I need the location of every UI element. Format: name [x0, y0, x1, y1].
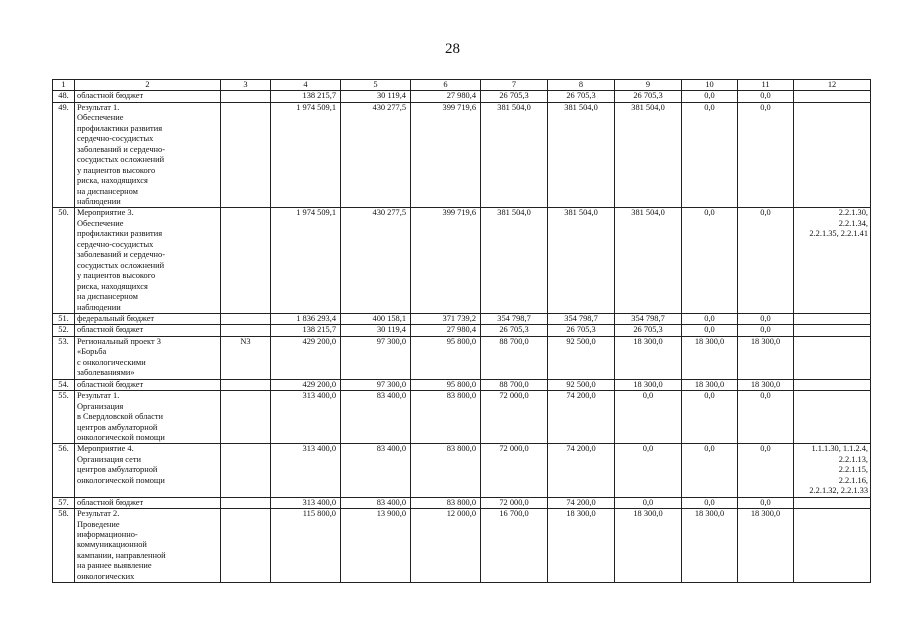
- row-code: [221, 208, 271, 314]
- row-value: 0,0: [682, 313, 738, 324]
- row-code: [221, 102, 271, 208]
- row-name: областной бюджет: [75, 91, 221, 102]
- table-body: [53, 80, 871, 583]
- row-value: 18 300,0: [738, 336, 794, 379]
- row-number: 53.: [53, 336, 75, 379]
- page-number: 28: [445, 41, 460, 57]
- row-value: 72 000,0: [481, 391, 548, 444]
- row-code: [221, 325, 271, 336]
- row-value: 381 504,0: [548, 208, 615, 314]
- table-row: [53, 208, 871, 314]
- row-value: 0,0: [738, 313, 794, 324]
- row-number: 55.: [53, 391, 75, 444]
- col-header: 4: [271, 80, 341, 91]
- row-value: 27 980,4: [411, 325, 481, 336]
- row-value: 72 000,0: [481, 497, 548, 508]
- row-value: 381 504,0: [548, 102, 615, 208]
- row-references: [794, 325, 871, 336]
- row-value: 399 719,6: [411, 102, 481, 208]
- table-row: [53, 313, 871, 324]
- table-row: [53, 444, 871, 497]
- row-value: 0,0: [682, 208, 738, 314]
- col-header: 9: [615, 80, 682, 91]
- row-value: 381 504,0: [481, 102, 548, 208]
- row-name: областной бюджет: [75, 497, 221, 508]
- row-name: областной бюджет: [75, 379, 221, 390]
- col-header: 1: [53, 80, 75, 91]
- col-header: 5: [341, 80, 411, 91]
- row-name: Результат 2. Проведение информационно- коммуникационной кампании, направленной на раннее выявление онкологических: [75, 509, 221, 583]
- row-value: 18 300,0: [738, 509, 794, 583]
- row-value: 0,0: [738, 91, 794, 102]
- row-value: 88 700,0: [481, 379, 548, 390]
- col-header: 6: [411, 80, 481, 91]
- table-row: [53, 497, 871, 508]
- col-header: 8: [548, 80, 615, 91]
- row-value: 95 800,0: [411, 336, 481, 379]
- row-name: федеральный бюджет: [75, 313, 221, 324]
- row-value: 26 705,3: [615, 325, 682, 336]
- row-value: 18 300,0: [615, 509, 682, 583]
- row-value: 26 705,3: [548, 325, 615, 336]
- row-value: 88 700,0: [481, 336, 548, 379]
- table-row: [53, 325, 871, 336]
- row-value: 0,0: [682, 391, 738, 444]
- row-value: 83 800,0: [411, 391, 481, 444]
- row-value: 354 798,7: [615, 313, 682, 324]
- row-references: 2.2.1.30, 2.2.1.34, 2.2.1.35, 2.2.1.41: [794, 208, 871, 314]
- col-header: 7: [481, 80, 548, 91]
- row-value: 0,0: [738, 102, 794, 208]
- row-value: 429 200,0: [271, 379, 341, 390]
- row-value: 27 980,4: [411, 91, 481, 102]
- row-value: 0,0: [615, 444, 682, 497]
- row-value: 115 800,0: [271, 509, 341, 583]
- row-value: 354 798,7: [481, 313, 548, 324]
- row-number: 54.: [53, 379, 75, 390]
- row-references: [794, 102, 871, 208]
- row-code: [221, 497, 271, 508]
- row-references: [794, 313, 871, 324]
- row-value: 83 400,0: [341, 444, 411, 497]
- row-value: 430 277,5: [341, 102, 411, 208]
- row-value: 0,0: [682, 325, 738, 336]
- row-code: [221, 91, 271, 102]
- col-header: 2: [75, 80, 221, 91]
- row-value: 95 800,0: [411, 379, 481, 390]
- row-name: Мероприятие 3. Обеспечение профилактики развития сердечно-сосудистых заболеваний и сердечно- сосудистых осложнений у пациентов высокого риска, находящихся на диспансерном наблюдении: [75, 208, 221, 314]
- row-value: 313 400,0: [271, 497, 341, 508]
- row-value: 92 500,0: [548, 379, 615, 390]
- row-code: [221, 509, 271, 583]
- row-value: 1 974 509,1: [271, 102, 341, 208]
- row-code: N3: [221, 336, 271, 379]
- row-value: 97 300,0: [341, 336, 411, 379]
- budget-table: [52, 79, 871, 583]
- row-value: 74 200,0: [548, 391, 615, 444]
- row-value: 0,0: [738, 497, 794, 508]
- row-number: 48.: [53, 91, 75, 102]
- row-number: 51.: [53, 313, 75, 324]
- row-references: [794, 91, 871, 102]
- row-value: 97 300,0: [341, 379, 411, 390]
- row-references: [794, 336, 871, 379]
- row-value: 0,0: [682, 444, 738, 497]
- row-number: 49.: [53, 102, 75, 208]
- table-row: [53, 102, 871, 208]
- row-name: Результат 1. Обеспечение профилактики развития сердечно-сосудистых заболеваний и сердечно- сосудистых осложнений у пациентов высокого риска, находящихся на диспансерном наблюдении: [75, 102, 221, 208]
- row-value: 1 836 293,4: [271, 313, 341, 324]
- row-references: [794, 379, 871, 390]
- row-value: 26 705,3: [481, 91, 548, 102]
- row-name: Результат 1. Организация в Свердловской области центров амбулаторной онкологической помощи: [75, 391, 221, 444]
- row-value: 0,0: [682, 497, 738, 508]
- row-value: 313 400,0: [271, 391, 341, 444]
- row-value: 0,0: [615, 497, 682, 508]
- col-header: 3: [221, 80, 271, 91]
- row-references: [794, 509, 871, 583]
- table-row: [53, 336, 871, 379]
- row-value: 83 800,0: [411, 444, 481, 497]
- row-name: областной бюджет: [75, 325, 221, 336]
- row-value: 18 300,0: [615, 379, 682, 390]
- row-value: 313 400,0: [271, 444, 341, 497]
- row-value: 400 158,1: [341, 313, 411, 324]
- row-references: [794, 391, 871, 444]
- row-value: 12 000,0: [411, 509, 481, 583]
- row-value: 1 974 509,1: [271, 208, 341, 314]
- row-value: 430 277,5: [341, 208, 411, 314]
- row-value: 83 800,0: [411, 497, 481, 508]
- row-value: 74 200,0: [548, 497, 615, 508]
- row-value: 18 300,0: [548, 509, 615, 583]
- row-value: 18 300,0: [738, 379, 794, 390]
- row-value: 26 705,3: [548, 91, 615, 102]
- row-value: 16 700,0: [481, 509, 548, 583]
- row-value: 354 798,7: [548, 313, 615, 324]
- row-value: 138 215,7: [271, 91, 341, 102]
- col-header: 10: [682, 80, 738, 91]
- row-value: 83 400,0: [341, 391, 411, 444]
- row-value: 0,0: [738, 325, 794, 336]
- row-value: 429 200,0: [271, 336, 341, 379]
- row-value: 72 000,0: [481, 444, 548, 497]
- row-value: 26 705,3: [615, 91, 682, 102]
- row-value: 74 200,0: [548, 444, 615, 497]
- row-value: 92 500,0: [548, 336, 615, 379]
- row-code: [221, 391, 271, 444]
- col-header: 11: [738, 80, 794, 91]
- table-row: [53, 391, 871, 444]
- row-references: [794, 497, 871, 508]
- row-value: 371 739,2: [411, 313, 481, 324]
- row-value: 30 119,4: [341, 325, 411, 336]
- table-row: [53, 379, 871, 390]
- row-value: 13 900,0: [341, 509, 411, 583]
- row-value: 0,0: [738, 391, 794, 444]
- row-value: 83 400,0: [341, 497, 411, 508]
- row-value: 18 300,0: [682, 336, 738, 379]
- row-value: 0,0: [682, 91, 738, 102]
- row-value: 26 705,3: [481, 325, 548, 336]
- row-value: 18 300,0: [682, 379, 738, 390]
- row-value: 0,0: [738, 444, 794, 497]
- row-number: 56.: [53, 444, 75, 497]
- header-row: [53, 80, 871, 91]
- row-value: 30 119,4: [341, 91, 411, 102]
- col-header: 12: [794, 80, 871, 91]
- row-code: [221, 444, 271, 497]
- row-value: 18 300,0: [615, 336, 682, 379]
- row-value: 399 719,6: [411, 208, 481, 314]
- row-code: [221, 313, 271, 324]
- row-value: 18 300,0: [682, 509, 738, 583]
- row-value: 138 215,7: [271, 325, 341, 336]
- row-value: 381 504,0: [615, 102, 682, 208]
- row-value: 0,0: [615, 391, 682, 444]
- row-number: 50.: [53, 208, 75, 314]
- row-name: Региональный проект 3 «Борьба с онкологическими заболеваниями»: [75, 336, 221, 379]
- table-row: [53, 509, 871, 583]
- table-row: [53, 91, 871, 102]
- row-code: [221, 379, 271, 390]
- row-value: 381 504,0: [615, 208, 682, 314]
- row-number: 58.: [53, 509, 75, 583]
- row-number: 52.: [53, 325, 75, 336]
- row-references: 1.1.1.30, 1.1.2.4, 2.2.1.13, 2.2.1.15, 2.2.1.16, 2.2.1.32, 2.2.1.33: [794, 444, 871, 497]
- row-name: Мероприятие 4. Организация сети центров амбулаторной онкологической помощи: [75, 444, 221, 497]
- row-value: 0,0: [738, 208, 794, 314]
- row-number: 57.: [53, 497, 75, 508]
- row-value: 0,0: [682, 102, 738, 208]
- row-value: 381 504,0: [481, 208, 548, 314]
